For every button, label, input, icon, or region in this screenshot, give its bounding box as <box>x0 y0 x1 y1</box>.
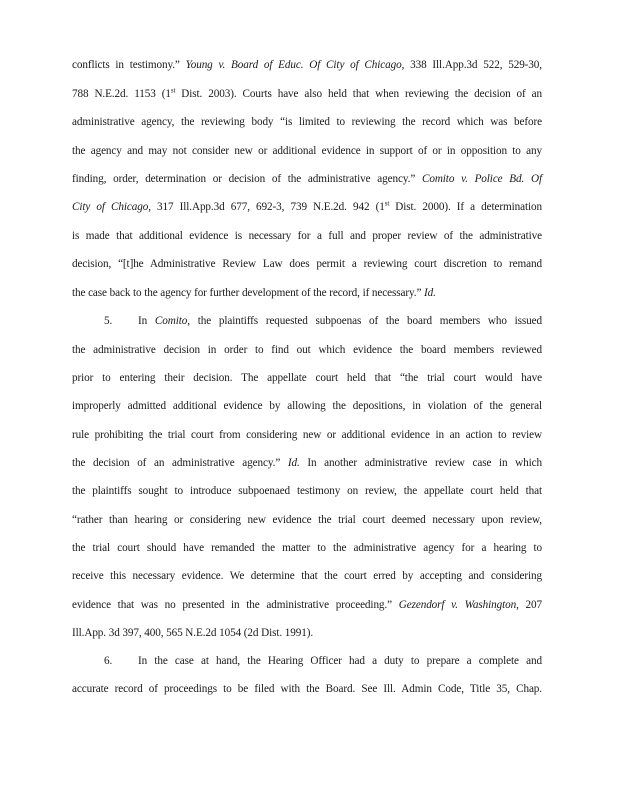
text-segment: the decision of an administrative agency.” <box>72 457 288 469</box>
case-citation: Id. <box>424 287 436 299</box>
paragraph-first-line <box>72 654 542 668</box>
text-line <box>72 682 542 696</box>
ordinal-suffix: st <box>384 199 390 208</box>
text-segment: In <box>138 315 155 327</box>
text-segment: the agency and may not consider new or additional evidence in support of or in opposition to any <box>72 145 542 157</box>
text-segment: receive this necessary evidence. We determine that the court erred by accepting and considering <box>72 570 542 582</box>
text-segment: , 338 Ill.App.3d 522, 529-30, <box>401 59 542 71</box>
text-line <box>72 541 542 555</box>
text-line <box>72 626 542 640</box>
case-citation: Comito <box>154 315 188 327</box>
text-segment: rule prohibiting the trial court from considering new or additional evidence in an action to review <box>72 429 542 441</box>
text-segment: Ill.App. 3d 397, 400, 565 N.E.2d 1054 (2d Dist. 1991). <box>72 627 314 639</box>
text-line <box>72 115 542 129</box>
text-line <box>72 172 542 186</box>
text-line <box>72 286 542 300</box>
case-citation: Comito v. Police Bd. Of <box>421 173 542 185</box>
text-line <box>72 428 542 442</box>
text-line <box>72 484 542 498</box>
text-segment: , 207 <box>516 599 542 611</box>
text-line <box>72 229 542 243</box>
case-citation: Gezendorf v. Washington <box>398 599 517 611</box>
text-line <box>72 569 542 583</box>
text-line <box>72 343 542 357</box>
text-line <box>72 598 542 612</box>
text-line <box>72 58 542 72</box>
text-segment: 788 N.E.2d. 1153 (1 <box>72 88 171 100</box>
text-line <box>72 371 542 385</box>
paragraph-number: 6. <box>104 655 113 667</box>
text-segment: the trial court should have remanded the matter to the administrative agency for a hearing to <box>72 542 542 554</box>
case-citation: Young v. Board of Educ. Of City of Chicago <box>185 59 402 71</box>
text-line <box>72 513 542 527</box>
text-segment: , the plaintiffs requested subpoenas of the board members who issued <box>187 315 542 327</box>
text-line <box>72 200 542 214</box>
text-line <box>72 456 542 470</box>
text-line <box>72 257 542 271</box>
text-segment: decision, “[t]he Administrative Review Law does permit a reviewing court discretion to remand <box>72 258 542 270</box>
text-segment: improperly admitted additional evidence by allowing the depositions, in violation of the general <box>72 400 542 412</box>
text-segment: In the case at hand, the Hearing Officer had a duty to prepare a complete and <box>138 655 542 667</box>
text-segment: finding, order, determination or decision of the administrative agency.” <box>72 173 422 185</box>
text-segment: conflicts in testimony.” <box>72 59 186 71</box>
paragraph-number: 5. <box>104 315 113 327</box>
text-segment: In another administrative review case in which <box>299 457 542 469</box>
ordinal-suffix: st <box>170 86 176 95</box>
text-segment: Dist. 2000). If a determination <box>389 201 542 213</box>
text-segment: the administrative decision in order to find out which evidence the board members reviewed <box>72 344 542 356</box>
text-line <box>72 399 542 413</box>
case-citation: City of Chicago <box>72 201 149 213</box>
paragraph-first-line <box>72 314 542 328</box>
text-segment: Dist. 2003). Courts have also held that when reviewing the decision of an <box>175 88 542 100</box>
text-segment: prior to entering their decision. The appellate court held that “the trial court would have <box>72 372 542 384</box>
text-line <box>72 144 542 158</box>
text-segment: , 317 Ill.App.3d 677, 692-3, 739 N.E.2d. 942 (1 <box>148 201 385 213</box>
text-segment: “rather than hearing or considering new evidence the trial court deemed necessary upon review, <box>72 514 542 526</box>
text-segment: evidence that was no presented in the administrative proceeding.” <box>72 599 399 611</box>
text-segment: is made that additional evidence is necessary for a full and proper review of the administrative <box>72 230 542 242</box>
text-segment: accurate record of proceedings to be filed with the Board. See Ill. Admin Code, Title 35, Chap. <box>72 683 542 695</box>
text-line <box>72 87 542 101</box>
text-segment: administrative agency, the reviewing body “is limited to reviewing the record which was before <box>72 116 542 128</box>
text-segment: the plaintiffs sought to introduce subpoenaed testimony on review, the appellate court held that <box>72 485 542 497</box>
case-citation: Id. <box>287 457 300 469</box>
text-segment: the case back to the agency for further development of the record, if necessary.” <box>72 287 425 299</box>
